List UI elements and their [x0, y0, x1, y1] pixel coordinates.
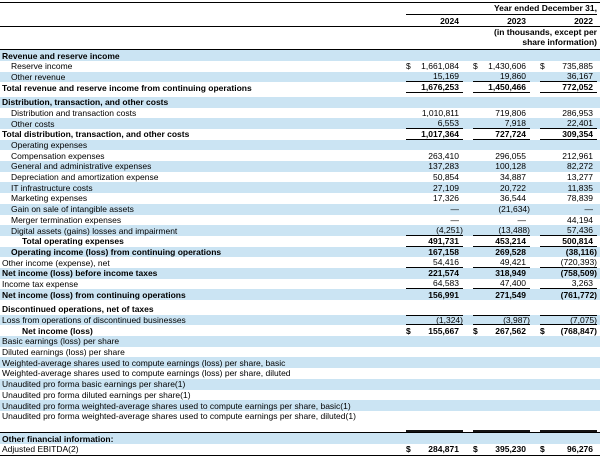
value-cell: [406, 82, 463, 93]
value-cell: [406, 97, 463, 108]
value-cell: [473, 204, 530, 215]
amount: 263,410: [428, 150, 459, 161]
amount: 284,871: [428, 444, 459, 455]
value-cell: [540, 444, 597, 455]
row-label: Gain on sale of intangible assets: [11, 204, 134, 215]
currency-symbol: $: [406, 61, 411, 72]
value-cell: [473, 225, 530, 236]
table-row: [0, 400, 600, 411]
table-row: [0, 279, 600, 290]
units-note-line: (in thousands, except per: [494, 27, 597, 37]
table-header-period-row: [0, 3, 600, 15]
table-row: [0, 325, 600, 336]
row-label: Operating expenses: [11, 140, 88, 151]
value-cell: [540, 257, 597, 268]
row-label: Reserve income: [11, 61, 73, 72]
value-cell: [540, 400, 597, 411]
value-cell: [473, 422, 530, 433]
amount: 453,214: [495, 235, 526, 246]
row-label: General and administrative expenses: [11, 161, 152, 172]
row-label: Revenue and reserve income: [2, 50, 120, 61]
year-column-2023: [473, 15, 530, 26]
value-cell: [406, 50, 463, 61]
amount: 19,860: [500, 71, 526, 82]
value-cell: [540, 336, 597, 347]
amount: 1,010,811: [421, 107, 459, 118]
currency-symbol: $: [540, 325, 545, 336]
row-label: Distribution and transaction costs: [11, 107, 137, 118]
value-cell: [473, 379, 530, 390]
amount: 13,277: [567, 172, 593, 183]
value-cell: [540, 215, 597, 226]
value-cell: [473, 279, 530, 290]
table-header-years-row: [0, 15, 600, 26]
row-label: Income tax expense: [2, 278, 79, 289]
units-note-line: share information): [522, 36, 597, 47]
value-cell: [473, 150, 530, 161]
year-column-2024: [406, 15, 463, 26]
table-row: [0, 129, 600, 140]
table-row: [0, 379, 600, 390]
amount: 500,814: [562, 235, 593, 246]
value-cell: [540, 379, 597, 390]
table-row: [0, 347, 600, 358]
value-cell: [473, 82, 530, 93]
amount: 96,276: [567, 444, 593, 455]
value-cell: [406, 304, 463, 315]
value-cell: [473, 97, 530, 108]
value-cell: [406, 357, 463, 368]
value-cell: [473, 129, 530, 140]
value-cell: [473, 357, 530, 368]
row-label: Total operating expenses: [22, 236, 124, 247]
table-row: [0, 257, 600, 268]
amount: (761,772): [560, 289, 597, 300]
row-label: Total revenue and reserve income from continuing operations: [2, 82, 252, 93]
value-cell: [540, 140, 597, 151]
amount: —: [450, 214, 459, 225]
amount: 17,326: [433, 193, 459, 204]
amount: (7,075): [570, 315, 597, 326]
value-cell: [406, 150, 463, 161]
row-label: Other costs: [11, 118, 55, 129]
value-cell: [473, 140, 530, 151]
value-cell: [406, 161, 463, 172]
value-cell: [406, 411, 463, 422]
amount: 64,583: [433, 278, 459, 289]
value-cell: [473, 182, 530, 193]
value-cell: [473, 433, 530, 444]
value-cell: [473, 72, 530, 83]
value-cell: [406, 379, 463, 390]
currency-symbol: $: [540, 444, 545, 455]
amount: 1,430,606: [488, 61, 526, 72]
year-column-2022: [540, 15, 597, 26]
value-cell: [473, 336, 530, 347]
row-label: Compensation expenses: [11, 150, 105, 161]
units-note-row: [0, 27, 600, 49]
value-cell: [540, 289, 597, 300]
value-cell: [540, 247, 597, 258]
amount: 155,667: [428, 325, 459, 336]
row-label: Adjusted EBITDA(2): [2, 444, 79, 455]
row-label: Discontinued operations, net of taxes: [2, 304, 154, 315]
table-row: [0, 150, 600, 161]
currency-symbol: $: [473, 325, 478, 336]
value-cell: [540, 108, 597, 119]
value-cell: [406, 368, 463, 379]
amount: (21,634): [498, 204, 530, 215]
currency-symbol: $: [406, 444, 411, 455]
value-cell: [406, 108, 463, 119]
table-row: [0, 193, 600, 204]
value-cell: [473, 161, 530, 172]
amount: 50,854: [433, 172, 459, 183]
value-cell: [473, 304, 530, 315]
table-row: [0, 72, 600, 83]
row-label: Distribution, transaction, and other costs: [2, 97, 169, 108]
value-cell: [406, 347, 463, 358]
currency-symbol: $: [473, 61, 478, 72]
amount: 735,885: [562, 61, 593, 72]
value-cell: [406, 129, 463, 140]
value-cell: [406, 268, 463, 279]
amount: 267,562: [495, 325, 526, 336]
currency-symbol: $: [540, 61, 545, 72]
amount: 57,436: [567, 225, 593, 236]
table-row: [0, 118, 600, 129]
value-cell: [540, 279, 597, 290]
value-cell: [406, 236, 463, 247]
row-label: Operating income (loss) from continuing operations: [11, 246, 222, 257]
value-cell: [406, 172, 463, 183]
amount: 27,109: [433, 182, 459, 193]
table-row: [0, 182, 600, 193]
value-cell: [540, 411, 597, 422]
amount: 7,918: [504, 118, 526, 129]
table-row: [0, 336, 600, 347]
value-cell: [473, 268, 530, 279]
value-cell: [540, 304, 597, 315]
row-label: Unaudited pro forma weighted-average shares used to compute earnings per share, basic(1): [2, 400, 351, 411]
amount: —: [450, 204, 459, 215]
value-cell: [540, 82, 597, 93]
value-cell: [406, 315, 463, 326]
units-note: [465, 28, 597, 47]
table-row: [0, 225, 600, 236]
amount: 156,991: [428, 289, 459, 300]
row-label: Unaudited pro forma weighted-average shares used to compute earnings per share, diluted(1): [2, 411, 356, 422]
row-label: Digital assets (gains) losses and impairment: [11, 225, 178, 236]
amount: 309,354: [562, 128, 593, 139]
amount: 727,724: [495, 128, 526, 139]
amount: (1,324): [436, 315, 463, 326]
value-cell: [473, 61, 530, 72]
value-cell: [406, 390, 463, 401]
value-cell: [540, 161, 597, 172]
value-cell: [473, 257, 530, 268]
value-cell: [406, 204, 463, 215]
year-label: 2023: [507, 15, 526, 26]
row-label: Other income (expense), net: [2, 257, 110, 268]
value-cell: [473, 172, 530, 183]
table-row: [0, 433, 600, 444]
value-cell: [540, 433, 597, 444]
table-row: [0, 247, 600, 258]
value-cell: [540, 225, 597, 236]
value-cell: [473, 400, 530, 411]
amount: (758,509): [560, 268, 597, 279]
amount: (720,393): [560, 257, 597, 268]
amount: 719,806: [495, 107, 526, 118]
value-cell: [406, 215, 463, 226]
row-label: Merger termination expenses: [11, 214, 122, 225]
row-label: Diluted earnings (loss) per share: [2, 347, 125, 358]
amount: 20,722: [500, 182, 526, 193]
value-cell: [406, 279, 463, 290]
amount: —: [517, 214, 526, 225]
value-cell: [540, 368, 597, 379]
table-row: [0, 390, 600, 401]
row-label: IT infrastructure costs: [11, 182, 93, 193]
value-cell: [473, 347, 530, 358]
value-cell: [406, 444, 463, 455]
row-label: Unaudited pro forma diluted earnings per share(1): [2, 389, 191, 400]
amount: 271,549: [495, 289, 526, 300]
value-cell: [540, 150, 597, 161]
value-cell: [406, 325, 463, 336]
table-row: [0, 161, 600, 172]
table-row: [0, 368, 600, 379]
value-cell: [540, 193, 597, 204]
amount: 286,953: [562, 107, 593, 118]
table-body: [0, 50, 600, 454]
table-row: [0, 289, 600, 300]
amount: 82,272: [567, 161, 593, 172]
amount: 44,194: [567, 214, 593, 225]
value-cell: [473, 236, 530, 247]
amount: 78,839: [567, 193, 593, 204]
amount: 36,544: [500, 193, 526, 204]
amount: 1,661,084: [421, 61, 459, 72]
amount: 1,450,466: [488, 82, 526, 93]
row-label: Depreciation and amortization expense: [11, 172, 159, 183]
value-cell: [540, 72, 597, 83]
row-label: Unaudited pro forma basic earnings per share(1): [2, 379, 186, 390]
income-statement-table: [0, 2, 600, 456]
value-cell: [540, 204, 597, 215]
row-label: Other financial information:: [2, 433, 114, 444]
value-cell: [473, 108, 530, 119]
amount: 22,401: [567, 118, 593, 129]
value-cell: [406, 140, 463, 151]
amount: (4,251): [436, 225, 463, 236]
row-label: Weighted-average shares used to compute earnings (loss) per share, diluted: [2, 368, 291, 379]
amount: 49,421: [500, 257, 526, 268]
period-header: Year ended December 31,: [406, 3, 597, 15]
amount: 54,416: [433, 257, 459, 268]
value-cell: [406, 257, 463, 268]
amount: 318,949: [495, 268, 526, 279]
amount: 137,283: [428, 161, 459, 172]
amount: 269,528: [495, 246, 526, 257]
value-cell: [473, 390, 530, 401]
table-row: [0, 140, 600, 151]
table-row: [0, 422, 600, 433]
amount: 11,835: [567, 182, 593, 193]
value-cell: [406, 433, 463, 444]
amount: 1,017,364: [421, 128, 459, 139]
value-cell: [406, 247, 463, 258]
amount: —: [584, 204, 593, 215]
value-cell: [540, 50, 597, 61]
table-row: [0, 304, 600, 315]
table-row: [0, 215, 600, 226]
table-row: [0, 444, 600, 455]
amount: 34,887: [500, 172, 526, 183]
value-cell: [540, 182, 597, 193]
row-label: Net income (loss) before income taxes: [2, 268, 158, 279]
table-row: [0, 236, 600, 247]
value-cell: [540, 390, 597, 401]
amount: (13,488): [498, 225, 530, 236]
value-cell: [406, 72, 463, 83]
amount: 6,553: [437, 118, 459, 129]
value-cell: [406, 400, 463, 411]
amount: 1,676,253: [421, 82, 459, 93]
value-cell: [540, 347, 597, 358]
value-cell: [540, 61, 597, 72]
value-cell: [406, 61, 463, 72]
amount: 772,052: [562, 82, 593, 93]
row-label: Basic earnings (loss) per share: [2, 336, 120, 347]
value-cell: [540, 118, 597, 129]
table-row: [0, 268, 600, 279]
amount: 296,055: [495, 150, 526, 161]
table-row: [0, 50, 600, 61]
row-label: Net income (loss): [22, 325, 93, 336]
value-cell: [473, 289, 530, 300]
table-row: [0, 108, 600, 119]
table-row: [0, 411, 600, 422]
year-label: 2024: [440, 15, 459, 26]
value-cell: [406, 182, 463, 193]
amount: (3,987): [503, 315, 530, 326]
value-cell: [540, 315, 597, 326]
row-label: Loss from operations of discontinued businesses: [2, 315, 186, 326]
value-cell: [540, 325, 597, 336]
amount: 3,263: [571, 278, 593, 289]
amount: (38,116): [565, 246, 597, 257]
value-cell: [540, 236, 597, 247]
value-cell: [406, 118, 463, 129]
table-row: [0, 357, 600, 368]
value-cell: [473, 215, 530, 226]
value-cell: [406, 289, 463, 300]
value-cell: [473, 315, 530, 326]
value-cell: [473, 444, 530, 455]
value-cell: [540, 97, 597, 108]
value-cell: [473, 50, 530, 61]
table-row: [0, 61, 600, 72]
table-row: [0, 97, 600, 108]
table-row: [0, 82, 600, 93]
currency-symbol: $: [473, 444, 478, 455]
table-row: [0, 315, 600, 326]
value-cell: [473, 411, 530, 422]
year-label: 2022: [574, 15, 593, 26]
amount: 36,167: [567, 71, 593, 82]
value-cell: [540, 357, 597, 368]
amount: 221,574: [428, 268, 459, 279]
row-label: Marketing expenses: [11, 193, 88, 204]
amount: 491,731: [428, 235, 459, 246]
value-cell: [540, 422, 597, 433]
value-cell: [473, 325, 530, 336]
table-row: [0, 204, 600, 215]
value-cell: [473, 368, 530, 379]
amount: 212,961: [562, 150, 593, 161]
row-label: Net income (loss) from continuing operations: [2, 289, 186, 300]
amount: 47,400: [500, 278, 526, 289]
value-cell: [473, 247, 530, 258]
row-label: Other revenue: [11, 71, 66, 82]
value-cell: [540, 129, 597, 140]
value-cell: [473, 193, 530, 204]
value-cell: [406, 225, 463, 236]
row-label: Total distribution, transaction, and other costs: [2, 129, 190, 140]
value-cell: [406, 336, 463, 347]
amount: 15,169: [433, 71, 459, 82]
amount: (768,847): [560, 325, 597, 336]
value-cell: [406, 422, 463, 433]
currency-symbol: $: [406, 325, 411, 336]
amount: 395,230: [495, 444, 526, 455]
value-cell: [473, 118, 530, 129]
value-cell: [540, 172, 597, 183]
value-cell: [540, 268, 597, 279]
table-row: [0, 172, 600, 183]
amount: 100,128: [495, 161, 526, 172]
row-label: Weighted-average shares used to compute earnings (loss) per share, basic: [2, 357, 286, 368]
value-cell: [406, 193, 463, 204]
table-bottom-rule: [0, 455, 600, 456]
amount: 167,158: [428, 246, 459, 257]
